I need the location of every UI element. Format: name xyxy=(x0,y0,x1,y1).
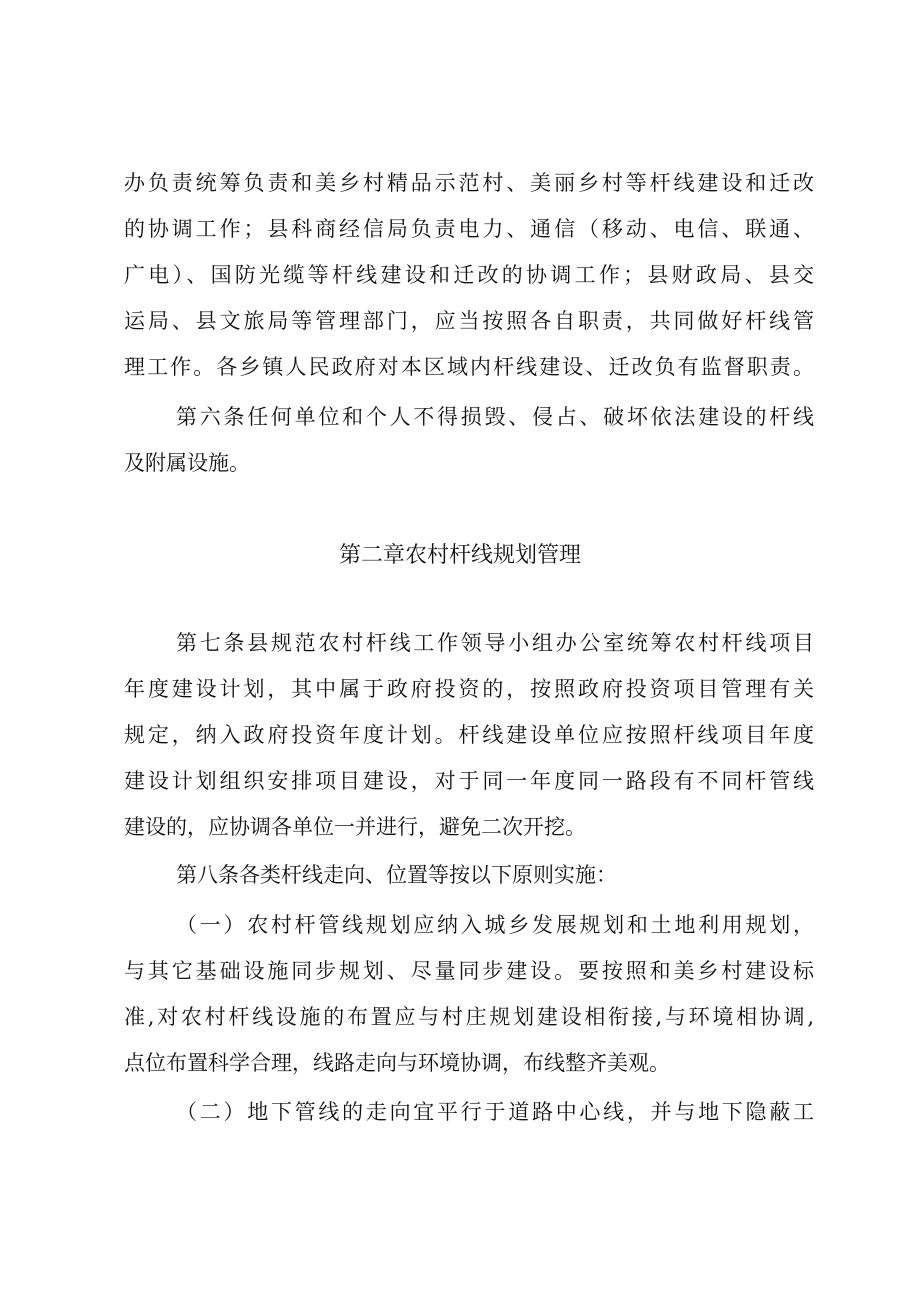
article-7-line: 年度建设计划，其中属于政府投资的，按照政府投资项目管理有关 xyxy=(124,677,814,701)
item-1-line: 准,对农村杆线设施的布置应与村庄规划建设相衔接,与环境相协调, xyxy=(124,1005,814,1029)
article-7-line: 建设计划组织安排项目建设，对于同一年度同一路段有不同杆管线 xyxy=(124,769,814,793)
body-line: 办负责统筹负责和美乡村精品示范村、美丽乡村等杆线建设和迁改 xyxy=(124,171,814,195)
article-8-line: 第八条各类杆线走向、位置等按以下原则实施： xyxy=(176,863,617,887)
article-7-line: 规定，纳入政府投资年度计划。杆线建设单位应按照杆线项目年度 xyxy=(124,723,814,747)
article-6-line: 第六条任何单位和个人不得损毁、侵占、破坏依法建设的杆线 xyxy=(176,405,814,429)
chapter-heading: 第二章农村杆线规划管理 xyxy=(338,543,581,568)
item-1-line: （一）农村杆管线规划应纳入城乡发展规划和土地利用规划， xyxy=(176,913,814,937)
item-1-line: 点位布置科学合理，线路走向与环境协调，布线整齐美观。 xyxy=(124,1051,670,1075)
item-1-line: 与其它基础设施同步规划、尽量同步建设。要按照和美乡村建设标 xyxy=(124,959,814,983)
body-line: 广电）、国防光缆等杆线建设和迁改的协调工作；县财政局、县交 xyxy=(124,263,814,287)
body-line: 理工作。各乡镇人民政府对本区域内杆线建设、迁改负有监督职责。 xyxy=(124,355,814,379)
item-2-line: （二）地下管线的走向宜平行于道路中心线，并与地下隐蔽工 xyxy=(176,1100,814,1124)
article-7-line: 第七条县规范农村杆线工作领导小组办公室统筹农村杆线项目 xyxy=(176,631,814,655)
body-line: 运局、县文旅局等管理部门，应当按照各自职责，共同做好杆线管 xyxy=(124,309,814,333)
article-7-line: 建设的，应协调各单位一并进行，避免二次开挖。 xyxy=(124,815,586,839)
body-line: 的协调工作；县科商经信局负责电力、通信（移动、电信、联通、 xyxy=(124,217,814,241)
article-6-line: 及附属设施。 xyxy=(124,451,250,475)
